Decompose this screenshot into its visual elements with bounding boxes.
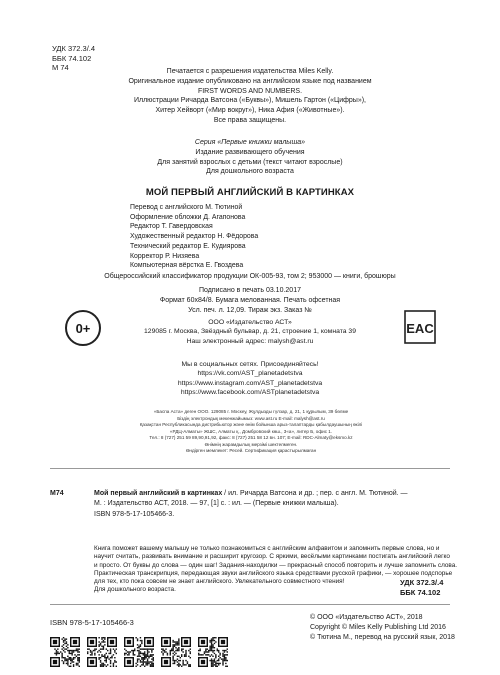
copyright-translation: © Тютина М., перевод на русский язык, 2018 [310, 634, 455, 641]
biblio-title: Мой первый английский в картинках [94, 490, 223, 497]
credit-tech-editor: Технический редактор Е. Кудиярова [130, 242, 246, 250]
social-heading: Мы в социальных сетях. Присоединяйтесь! [181, 361, 319, 368]
annotation-line: Для дошкольного возраста. [94, 586, 176, 594]
qr-code-icon[interactable] [50, 637, 80, 667]
author-sign: М 74 [52, 63, 69, 72]
small-print-line: Өндірген мемлекет: Ресей. Сертификация қарастырылмаған [185, 448, 317, 453]
qr-code-icon[interactable] [124, 637, 154, 667]
annotation-line: научит считать, развивать внимание и расширит кругозор. С яркими, весёлыми картинками постигать английский легко [94, 553, 450, 561]
biblio-responsibility: / ил. Ричарда Ватсона и др. ; пер. с англ. М. Тютиной. — [222, 490, 408, 497]
rights-line: Все права защищены. [213, 116, 287, 124]
social-block [70, 360, 430, 397]
series-block [70, 138, 430, 177]
qr-code-icon[interactable] [198, 637, 228, 667]
credit-cover: Оформление обложки Д. Агапонова [130, 213, 246, 221]
social-link-vk[interactable]: https://vk.com/AST_planetadetstva [197, 370, 303, 378]
udk-bottom-block [400, 578, 443, 597]
social-link-instagram[interactable]: https://www.instagram.com/AST_planetadetstva [177, 379, 323, 387]
small-print-line: Тел.: 8 (727) 251 59 89,90,91,92, факс: 8 (727) 251 58 12 вн. 107; E-mail: RDC-Almaty@eksmo.kz [149, 435, 353, 440]
author-sign-bottom: М74 [50, 490, 64, 497]
signed-date: Подписано в печать 03.10.2017 [199, 287, 301, 294]
annotation-line: Практическая транскрипция, передающая звуки английского языка средствами русской графики, — хорошее подспорье [94, 569, 453, 577]
kazakh-distributor-block [56, 409, 446, 455]
annotation-line: для тех, кто пока совсем не знает английского. Увлекательного совместного чтения! [94, 578, 345, 586]
bibliographic-record [50, 489, 454, 520]
divider [50, 468, 450, 469]
biblio-isbn: ISBN 978-5-17-105466-3. [94, 510, 175, 518]
bbk-code: ББК 74.102 [52, 53, 92, 63]
print-run-line: Усл. печ. л. 12,09. Тираж экз. Заказ № [188, 306, 312, 314]
illustrators-line: Иллюстрации Ричарда Ватсона («Буквы»), Мишель Гартон («Цифры»), [133, 97, 366, 105]
book-title: МОЙ ПЕРВЫЙ АНГЛИЙСКИЙ В КАРТИНКАХ [145, 187, 355, 198]
credit-translator: Перевод с английского М. Тютиной [130, 204, 243, 211]
annotation-line: и просто. От буквы до слова — один шаг! Задания-находилки — прекрасный способ повторить и лучше запомнить слова. [94, 561, 458, 569]
copyright-original: Copyright © Miles Kelly Publishing Ltd 2016 [310, 624, 446, 631]
small-print-line: «Баспа Аста» деген ООО. 129085 г. Мәскеу, Жұлдызды гүлзар, д. 21, 1 құрылым, 39 бөлме [153, 409, 349, 414]
svg-text:EAC: EAC [406, 321, 434, 336]
credit-layout: Компьютерная вёрстка Е. Гвоздева [130, 262, 244, 270]
isbn-line: ISBN 978-5-17-105466-3 [50, 618, 134, 627]
qr-code-icon[interactable] [87, 637, 117, 667]
qr-code-icon[interactable] [161, 637, 191, 667]
small-print-line: Біздің электрондық мекенжайымыз: www.ast.ru E-mail: malysh@ast.ru [177, 415, 325, 421]
age-note: Для дошкольного возраста [206, 168, 294, 176]
print-info-block [70, 286, 430, 315]
biblio-line-2: М. : Издательство АСТ, 2018. — 97, [1] с. : ил. — (Первые книжки малыша). [94, 500, 339, 508]
permission-line: Печатается с разрешения издательства Miles Kelly. [166, 68, 334, 75]
publisher-email: Наш электронный адрес: malysh@ast.ru [186, 337, 314, 345]
illustrators-line-2: Хитер Хейворт («Мир вокруг»), Ника Афия («Животные»). [155, 107, 345, 115]
publisher-address: 129085 г. Москва, Звёздный бульвар, д. 21, строение 1, комната 39 [144, 328, 356, 336]
credit-art-editor: Художественный редактор Н. Фёдорова [130, 233, 259, 241]
original-title-line: FIRST WORDS AND NUMBERS. [197, 87, 303, 95]
small-print-line: Өнімнің жарамдылық мерзімі шектелмеген. [204, 441, 298, 447]
credit-editor: Редактор Т. Гавердовская [130, 223, 213, 231]
bbk-code-bottom: ББК 74.102 [400, 587, 441, 597]
usage-note: Для занятий взрослых с детьми (текст читают взрослые) [157, 158, 343, 166]
divider [50, 604, 450, 605]
copyright-block [310, 613, 455, 643]
age-rating-badge: 0+ [65, 310, 101, 346]
annotation-line: Книга поможет вашему малышу не только познакомиться с английским алфавитом и запомнить первые слова, но и [94, 545, 440, 552]
series-name: Серия «Первые книжки малыша» [194, 139, 306, 146]
original-edition-line: Оригинальное издание опубликовано на английском языке под названием [128, 77, 372, 85]
biblio-line-1 [50, 489, 454, 499]
credit-proofreader: Корректор Р. Низяева [130, 252, 200, 260]
credits-block [130, 203, 258, 271]
udk-code: УДК 372.3/.4 [52, 44, 96, 53]
publisher-block [70, 318, 430, 346]
udk-code-bottom: УДК 372.3/.4 [400, 578, 444, 587]
small-print-line: «РДЦ-Алматы» ЖШС, Алматы қ., Домбровский көш., 3«а», литер Б, офис 1. [169, 428, 333, 434]
edition-type: Издание развивающего обучения [195, 148, 305, 156]
social-link-facebook[interactable]: https://www.facebook.com/ASTplanetadetstva [180, 388, 320, 396]
publisher-name: ООО «Издательство АСТ» [208, 319, 292, 326]
small-print-line: Қазақстан Республикасында дистрибьютор және өнім бойынша арыз-талаптарды қабылдаушының өкілі [139, 422, 363, 427]
format-line: Формат 60х84/8. Бумага мелованная. Печать офсетная [159, 296, 341, 304]
classifier-line: Общероссийский классификатор продукции ОК-005-93, том 2; 953000 — книги, брошюры [104, 273, 396, 280]
permission-block [70, 67, 430, 126]
copyright-publisher: © ООО «Издательство АСТ», 2018 [310, 614, 423, 621]
